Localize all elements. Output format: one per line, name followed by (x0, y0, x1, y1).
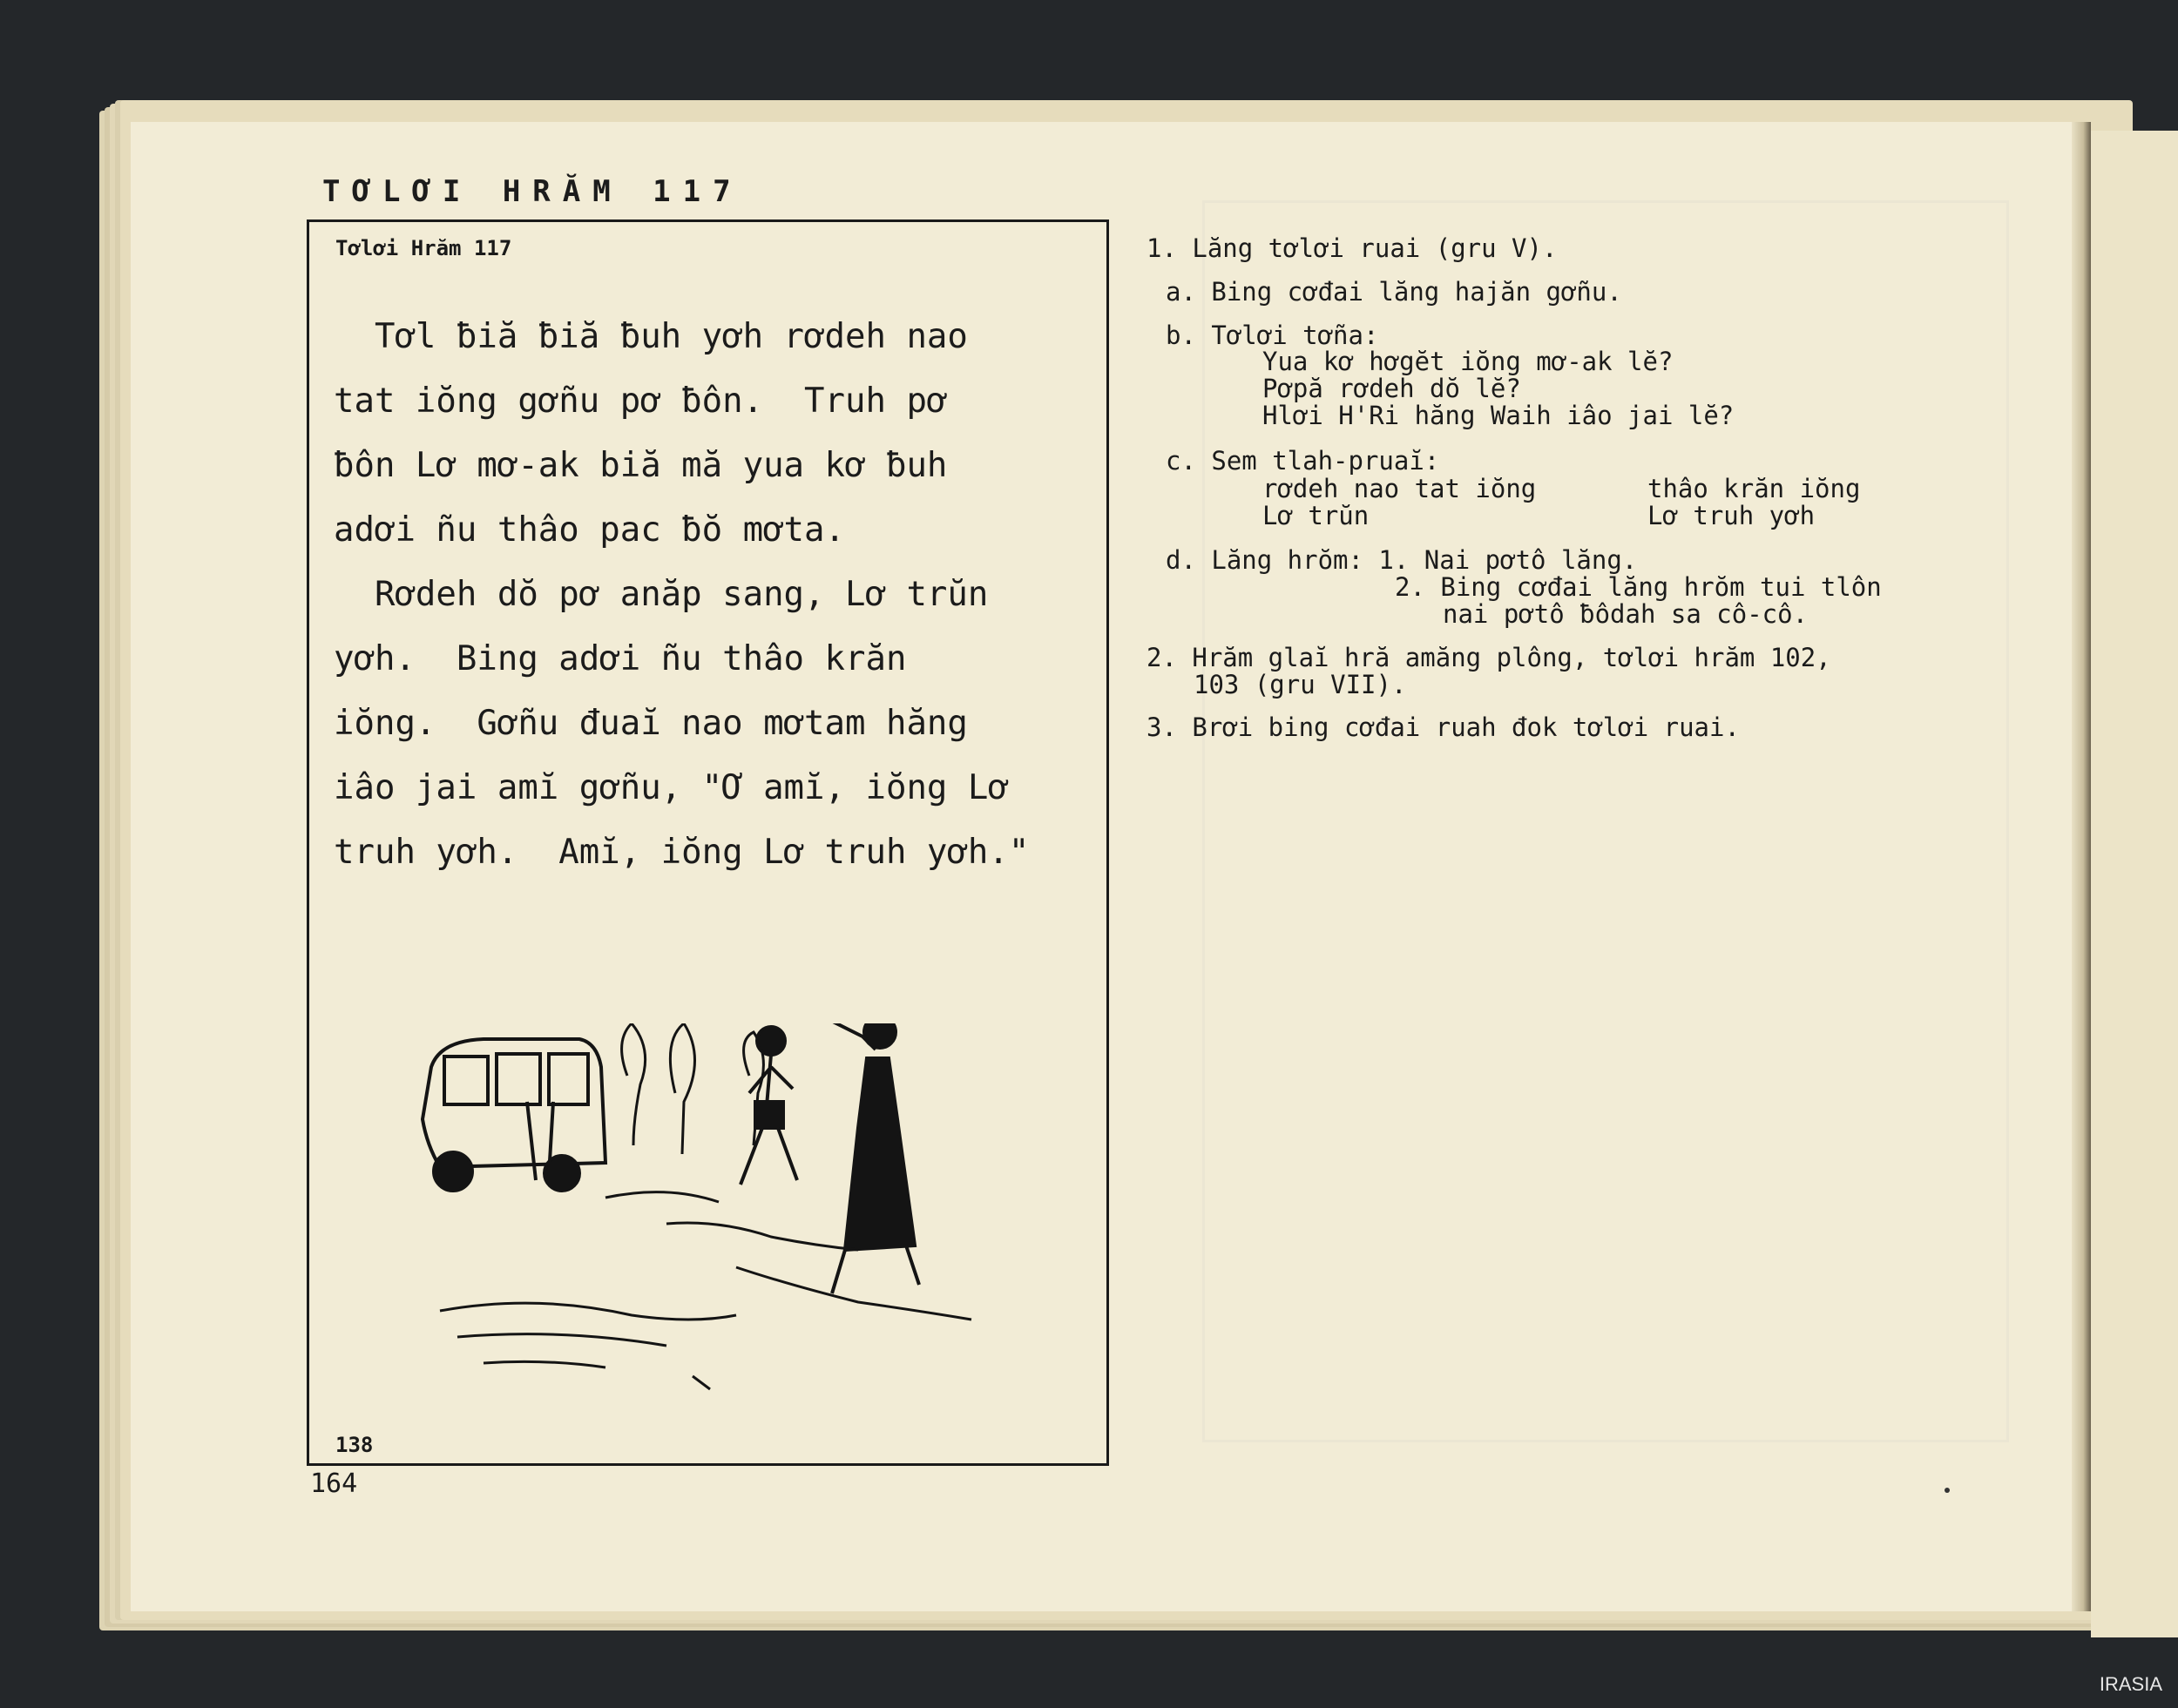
story-line: Rơdeh dŏ pơ anăp sang, Lơ trŭn (334, 575, 989, 614)
exercise-item-continued: 103 (gru VII). (1194, 670, 1407, 699)
phrase-right: Lơ truh yơh (1647, 501, 1816, 530)
ink-dot (1945, 1488, 1950, 1493)
book-gutter (2072, 122, 2091, 1611)
exercise-item: 2. Hrăm glaĭ hră amăng plông, tơlơi hrăm 102, (1146, 643, 1831, 672)
story-line: tat iŏng gơñu pơ ƀôn. Truh pơ (334, 381, 948, 421)
story-line: iŏng. Gơñu đuaĭ nao mơtam hăng (334, 704, 968, 743)
story-line: yơh. Bing adơi ñu thâo krăn (334, 639, 907, 678)
phrase-left: rơdeh nao tat iŏng (1262, 474, 1537, 503)
illustration (405, 1023, 1032, 1407)
frame-title: Tơlơi Hrăm 117 (335, 236, 512, 260)
facing-page-edge (2091, 131, 2178, 1637)
exercise-step: nai pơtô ƀôdah sa cô-cô. (1443, 599, 1809, 629)
exercise-subitem: d. Lăng hrŏm: 1. Nai pơtô lăng. (1166, 545, 1638, 575)
trees-drawing (622, 1023, 764, 1154)
story-text (334, 305, 1100, 885)
phrase-right: thâo krăn iŏng (1647, 474, 1861, 503)
watermark: IRASIA (2099, 1673, 2162, 1695)
question-line: Yua kơ hơgĕt iŏng mơ-ak lĕ? (1262, 347, 1674, 376)
story-line: iâo jai amĭ gơñu, "Ơ amĭ, iŏng Lơ (334, 768, 1009, 807)
exercise-subitem: a. Bing cơđai lăng hajăn gơñu. (1166, 277, 1622, 307)
question-line: Hlơi H'Ri hăng Waih iâo jai lĕ? (1262, 401, 1735, 430)
exercise-subitem: c. Sem tlah-pruaĭ: (1166, 446, 1440, 476)
story-line: Tơl ƀiă ƀiă ƀuh yơh rơdeh nao (334, 317, 968, 356)
woman-drawing (819, 1023, 919, 1293)
story-line: truh yơh. Amĭ, iŏng Lơ truh yơh." (334, 833, 1030, 872)
story-line: adơi ñu thâo pac ƀŏ mơta. (334, 510, 845, 550)
story-line: ƀôn Lơ mơ-ak biă mă yua kơ ƀuh (334, 446, 948, 485)
exercise-subitem: b. Tơlơi tơña: (1166, 321, 1379, 350)
bus-drawing (423, 1039, 605, 1191)
phrase-left: Lơ trŭn (1262, 501, 1370, 530)
boy-drawing (741, 1027, 797, 1185)
exercise-item: 1. Lăng tơlơi ruai (gru V). (1146, 233, 1558, 263)
frame-page-number: 138 (335, 1433, 374, 1457)
page-header: TƠLƠI HRĂM 117 (322, 174, 743, 209)
exercise-item: 3. Brơi bing cơđai ruah đok tơlơi ruai. (1146, 712, 1740, 742)
question-line: Pơpă rơdeh dŏ lĕ? (1262, 374, 1521, 403)
lesson-frame (307, 219, 1109, 1466)
exercise-step: 2. Bing cơđai lăng hrŏm tui tlôn (1395, 572, 1882, 602)
page-number: 164 (310, 1468, 358, 1499)
